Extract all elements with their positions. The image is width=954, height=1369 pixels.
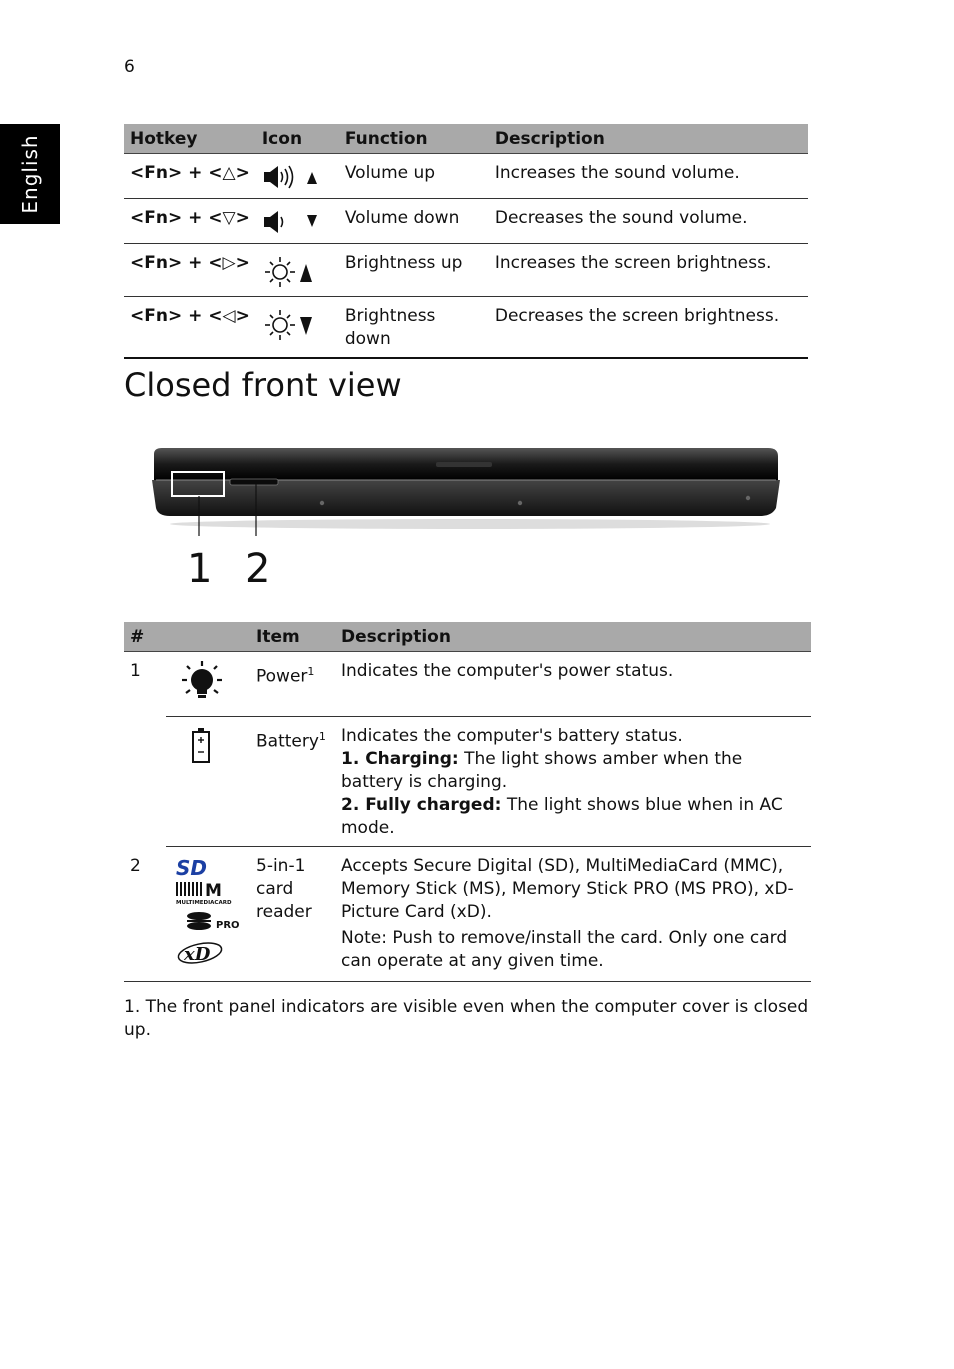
hotkey-cell: <Fn> + <△>: [124, 154, 256, 199]
brightness-up-icon: [262, 252, 322, 290]
note-label: Note: [341, 928, 382, 948]
item-label: Power: [256, 666, 308, 687]
xd-logo-text: xD: [184, 944, 211, 965]
footnote-marker: 1: [307, 665, 315, 678]
hotkey-table: [124, 124, 808, 359]
hotkey-cell: <Fn> + <▽>: [124, 199, 256, 244]
description-cell: Decreases the screen brightness.: [489, 297, 808, 359]
charging-text: The light shows amber when the battery is charging.: [341, 749, 743, 792]
description-cell: Increases the screen brightness.: [489, 244, 808, 297]
header-description: Description: [489, 124, 808, 154]
row-number: [124, 717, 166, 847]
hotkey-cell: <Fn> + <◁>: [124, 297, 256, 359]
header-icon: [166, 622, 250, 652]
language-tab: [0, 124, 60, 224]
card-reader-logos-icon: [172, 855, 244, 975]
header-hotkey: Hotkey: [124, 124, 256, 154]
header-number: #: [124, 622, 166, 652]
volume-down-icon: [262, 207, 322, 237]
table-row: [124, 652, 811, 717]
footnote: 1. The front panel indicators are visible even when the computer cover is closed up.: [124, 997, 809, 1040]
brightness-down-icon: [262, 305, 322, 343]
section-title: Closed front view: [124, 366, 402, 404]
table-row: [124, 244, 808, 297]
front-view-table-header: [124, 622, 811, 652]
sd-logo-text: SD: [176, 856, 208, 880]
function-cell: Brightness up: [339, 244, 489, 297]
row-number: 1: [130, 661, 141, 681]
svg-text:M: M: [205, 881, 222, 901]
table-row: [124, 847, 811, 982]
power-bulb-icon: [172, 660, 236, 710]
hotkey-cell: <Fn> + <▷>: [124, 244, 256, 297]
fully-charged-text: The light shows blue when in AC mode.: [341, 795, 783, 838]
language-tab-label: English: [18, 134, 42, 214]
mmc-logo-text: MULTIMEDIACARD: [176, 900, 232, 906]
function-cell: Brightness down: [339, 297, 489, 359]
table-row: [124, 199, 808, 244]
description-cell: [335, 847, 811, 982]
hotkey-table-header: [124, 124, 808, 154]
card-reader-description: Accepts Secure Digital (SD), MultiMediaCard (MMC), Memory Stick (MS), Memory Stick PRO (MS PRO), xD-Picture Card (xD).: [341, 856, 794, 922]
header-function: Function: [339, 124, 489, 154]
row-number: 2: [124, 847, 166, 982]
header-item: Item: [250, 622, 335, 652]
page-number: 6: [124, 57, 135, 77]
battery-icon: [172, 725, 236, 769]
item-label: Battery: [256, 731, 319, 752]
description-cell: [335, 717, 811, 847]
pro-logo-text: PRO: [216, 920, 240, 931]
table-row: [124, 154, 808, 199]
table-row: [124, 297, 808, 359]
item-label: 5-in-1 card reader: [250, 847, 335, 982]
footnote-marker: 1: [318, 730, 326, 743]
charging-label: 1. Charging:: [341, 749, 459, 769]
header-icon: Icon: [256, 124, 339, 154]
function-cell: Volume up: [339, 154, 489, 199]
description-cell: Indicates the computer's power status.: [335, 652, 811, 717]
note-text: : Push to remove/install the card. Only one card can operate at any given time.: [341, 928, 788, 971]
fully-charged-label: 2. Fully charged:: [341, 795, 502, 815]
description-cell: Increases the sound volume.: [489, 154, 808, 199]
table-row: [124, 717, 811, 847]
callout-2: 2: [245, 546, 271, 592]
function-cell: Volume down: [339, 199, 489, 244]
laptop-front-illustration: [140, 440, 790, 540]
volume-up-icon: [262, 162, 322, 192]
front-view-table: [124, 622, 811, 982]
header-description: Description: [335, 622, 811, 652]
battery-intro: Indicates the computer's battery status.: [341, 726, 683, 746]
callout-1: 1: [187, 546, 213, 592]
description-cell: Decreases the sound volume.: [489, 199, 808, 244]
